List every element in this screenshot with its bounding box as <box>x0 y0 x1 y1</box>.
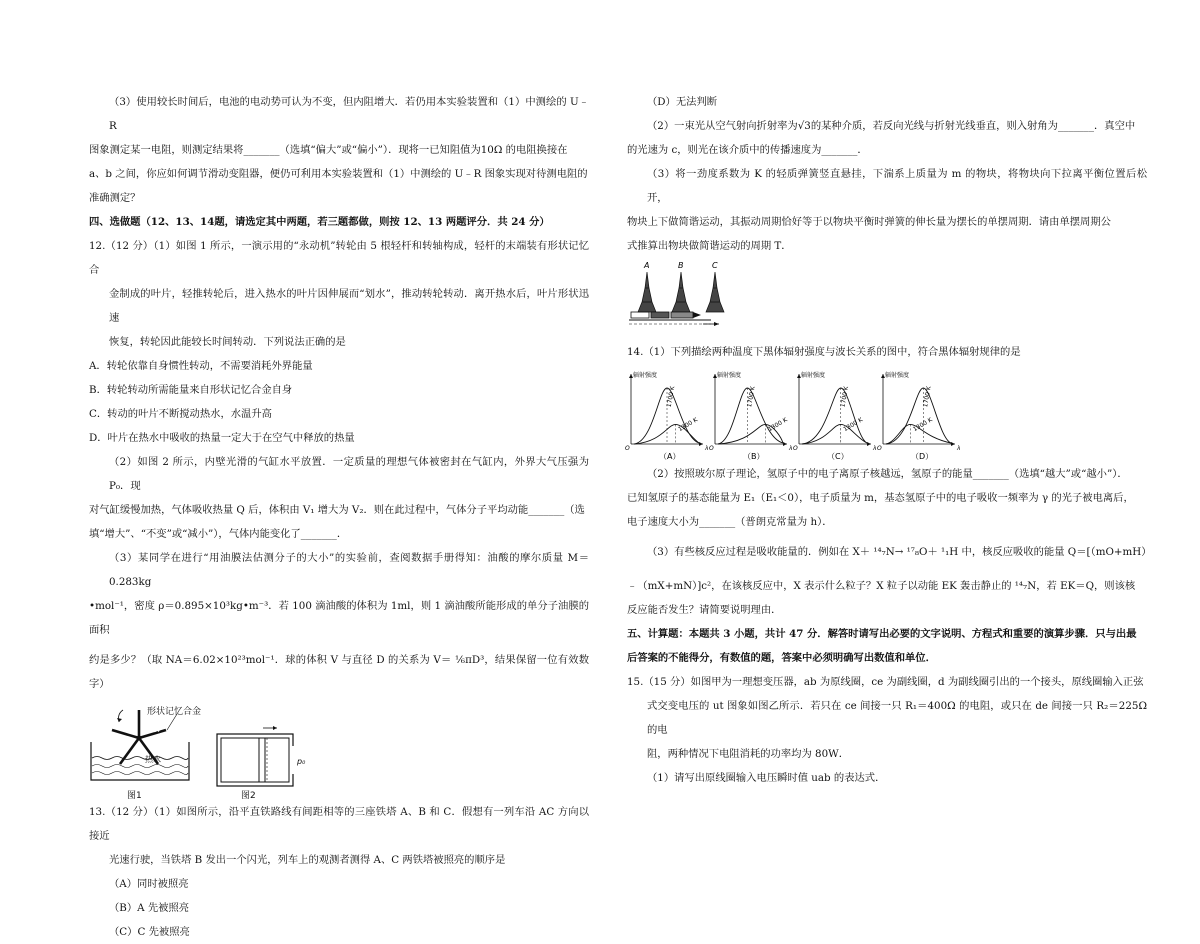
bb-origin: O <box>877 445 882 452</box>
q15-line1: 15.（15 分）如图甲为一理想变压器，ab 为原线圈，ce 为副线圈，d 为副线圈引出的一个接头，原线圈输入正弦 <box>627 676 1144 688</box>
bb-option-label: （C） <box>827 452 849 461</box>
bb-y-label: 辐射强度 <box>717 372 742 379</box>
fig1-alloy-label: 形状记忆合金 <box>147 707 202 717</box>
q13-2-line1: （2）一束光从空气射向折射率为√3的某种介质，若反向光线与折射光线垂直，则入射角为_______．真空中 <box>647 120 1136 132</box>
bb-x-arrow <box>951 442 955 446</box>
q14-3-line1: （3）有些核反应过程是吸收能量的．例如在 X＋ ¹⁴₇N→ ¹⁷₈O＋ ¹₁H 中，核反应吸收的能量 Q＝[（mO+mH） <box>647 546 1152 558</box>
section4-heading: 四、选做题（12、13、14题，请选定其中两题，若三题都做，则按 12、13 两题评分．共 24 分） <box>89 216 550 228</box>
blackbody-figures <box>627 364 1147 462</box>
q12-option-a: A．转轮依靠自身惯性转动，不需要消耗外界能量 <box>89 360 313 372</box>
bb-label-hot: 1700 K <box>839 385 851 408</box>
q13-2-line2: 的光速为 c，则光在该介质中的传播速度为_______． <box>627 144 868 156</box>
fig2-p0-label: p₀ <box>297 757 306 766</box>
q11-3-line2: 图象测定某一电阻，则测定结果将_______（选填“偏大”或“偏小”）．现将一已知阻值为10Ω 的电阻换接在 <box>89 144 568 156</box>
q11-3-line4: 准确测定？ <box>89 192 141 204</box>
right-column <box>625 90 1152 790</box>
q12-figure-svg <box>89 700 329 804</box>
tower-c <box>706 272 724 312</box>
tower-b <box>672 272 690 312</box>
bb-y-label: 辐射强度 <box>633 372 658 379</box>
q12-line1: 12.（12 分）（1）如图 1 所示，一演示用的“永动机”转轮由 5 根轻杆和转轴构成，轻杆的末端装有形状记忆合 <box>89 240 589 276</box>
q14-2-line2: 已知氢原子的基态能量为 E₁（E₁＜0），电子质量为 m，基态氢原子中的电子吸收一频率为 γ 的光子被电离后， <box>627 492 1134 504</box>
bb-curve-cold <box>802 424 867 444</box>
q12-2-line1: （2）如图 2 所示，内壁光滑的气缸水平放置．一定质量的理想气体被密封在气缸内，外界大气压强为 P₀．现 <box>109 456 589 492</box>
q12-figures <box>89 696 589 800</box>
fig1-wheel-tank <box>91 705 201 801</box>
q13-3-line3: 式推算出物块做简谐运动的周期 T． <box>627 240 792 252</box>
bb-curve-hot <box>634 388 699 444</box>
q12-3-line2: •mol⁻¹，密度 ρ＝0.895×10³kg•m⁻³．若 100 滴油酸的体积为 1ml，则 1 滴油酸所能形成的单分子油膜的面积 <box>89 600 589 636</box>
bb-y-label: 辐射强度 <box>801 372 826 379</box>
q11-3-line3: a、b 之间，你应如何调节滑动变阻器，便仍可利用本实验装置和（1）中测绘的 U﹣R 图象实现对待测电阻的 <box>89 168 588 180</box>
bb-label-hot: 1700 K <box>922 385 933 408</box>
bb-option-label: （D） <box>911 452 934 461</box>
q13-line1: 13.（12 分）（1）如图所示，沿平直铁路线有间距相等的三座铁塔 A、B 和 C．假想有一列车沿 AC 方向以接近 <box>89 806 589 842</box>
q12-option-d: D．叶片在热水中吸收的热量一定大于在空气中释放的热量 <box>89 432 355 444</box>
bb-label-hot: 1700 K <box>665 385 677 408</box>
q13-option-b: （B）A 先被照亮 <box>109 902 190 914</box>
q15-1-line: （1）请写出原线圈输入电压瞬时值 uab 的表达式． <box>647 772 886 784</box>
q13-option-c: （C）C 先被照亮 <box>109 926 190 938</box>
section5-line1: 五、计算题：本题共 3 小题，共计 47 分．解答时请写出必要的文字说明、方程式和重要的演算步骤．只与出最 <box>627 628 1137 640</box>
q13-3-line1: （3）将一劲度系数为 K 的轻质弹簧竖直悬挂，下湍系上质量为 m 的物块，将物块向下拉离平衡位置后松开， <box>647 168 1147 204</box>
bb-curve-hot <box>886 388 951 444</box>
tower-label-c: C <box>712 261 718 270</box>
fig1-caption: 图1 <box>127 791 142 801</box>
bb-label-cold: 1300 K <box>911 416 934 434</box>
bb-lambda: λ <box>789 445 793 452</box>
section5-line2: 后答案的不能得分，有数值的题，答案中必须明确写出数值和单位． <box>627 652 936 664</box>
bb-label-cold: 1300 K <box>842 416 865 434</box>
fig2-caption: 图2 <box>241 791 256 801</box>
q15-line2: 式交变电压的 ut 图象如图乙所示．若只在 ce 间接一只 R₁＝400Ω 的电阻，或只在 de 间接一只 R₂＝225Ω 的电 <box>647 700 1147 736</box>
fig2-cylinder <box>217 726 306 801</box>
tower-figure <box>627 258 1147 338</box>
tower-label-b: B <box>678 261 684 270</box>
q13-option-a: （A）同时被照亮 <box>109 878 189 890</box>
q12-2-line3: 填“增大”、“不变”或“减小”），气体内能变化了_______． <box>89 528 348 540</box>
q13-3-line2: 物块上下做简谐运动，其振动周期恰好等于以物块平衡时弹簧的伸长量为摆长的单摆周期．请由单摆周期公 <box>627 216 1111 228</box>
blackbody-figures-svg <box>623 366 983 464</box>
tower-figure-svg <box>627 258 827 338</box>
q12-3-line1: （3）某同学在进行“用油膜法估测分子的大小”的实验前，查阅数据手册得知：油酸的摩尔质量 M＝0.283kg <box>109 552 589 588</box>
bb-y-label: 辐射强度 <box>885 372 910 379</box>
bb-lambda: λ <box>873 445 877 452</box>
tower-a <box>638 272 656 312</box>
q12-option-c: C．转动的叶片不断搅动热水，水温升高 <box>89 408 272 420</box>
q15-line3: 阻，两种情况下电阻消耗的功率均为 80W． <box>647 748 850 760</box>
towers-group <box>638 261 724 312</box>
q11-3-line1: （3）使用较长时间后，电池的电动势可认为不变，但内阻增大．若仍用本实验装置和（1）中测绘的 U﹣R <box>109 96 589 132</box>
bb-label-hot: 1700 K <box>746 385 757 408</box>
q14-1-line: 14.（1）下列描绘两种温度下黑体辐射强度与波长关系的图中，符合黑体辐射规律的是 <box>627 346 1021 358</box>
fig1-water-label: 热水 <box>145 755 161 764</box>
q12-option-b: B．转轮转动所需能量来自形状记忆合金自身 <box>89 384 293 396</box>
bb-x-arrow <box>867 442 871 446</box>
q14-3-line3: 反应能否发生？请简要说明理由． <box>627 604 782 616</box>
q14-2-line3: 电子速度大小为_______（普朗克常量为 h）． <box>627 516 833 528</box>
q14-2-line1: （2）按照玻尔原子理论，氢原子中的电子离原子核越远，氢原子的能量_______（选填“越大”或“越小”）． <box>647 468 1128 480</box>
bb-lambda: λ <box>705 445 709 452</box>
bb-origin: O <box>793 445 798 452</box>
q12-line2: 金制成的叶片，轻推转轮后，进入热水的叶片因伸展而“划水”，推动转轮转动．离开热水后，叶片形状迅速 <box>109 288 589 324</box>
bb-option-label: （B） <box>743 452 765 461</box>
left-column <box>89 90 589 944</box>
q12-2-line2: 对气缸缓慢加热，气体吸收热量 Q 后，体积由 V₁ 增大为 V₂．则在此过程中，气体分子平均动能_______（选 <box>89 504 585 516</box>
q12-3-line3: 约是多少？（取 NA＝6.02×10²³mol⁻¹．球的体积 V 与直径 D 的关系为 V＝ ⅙πD³，结果保留一位有效数字） <box>89 654 589 690</box>
bb-label-cold: 1300 K <box>766 416 789 434</box>
bb-origin: O <box>709 445 714 452</box>
q13-line2: 光速行驶，当铁塔 B 发出一个闪光，列车上的观测者测得 A、C 两铁塔被照亮的顺序是 <box>109 854 506 866</box>
fig1-water-label-bg: 热水 <box>145 724 159 732</box>
bb-origin: O <box>625 445 630 452</box>
q14-3-line2: ﹣（mX+mN）]c²，在该核反应中，X 表示什么粒子？X 粒子以动能 EK 轰击静止的 ¹⁴₇N，若 EK＝Q，则该核 <box>627 580 1136 592</box>
bb-option-label: （A） <box>659 452 681 461</box>
bb-label-cold: 1300 K <box>677 416 699 434</box>
bb-x-arrow <box>699 442 703 446</box>
bb-lambda: λ <box>957 445 961 452</box>
bb-x-arrow <box>783 442 787 446</box>
tower-label-a: A <box>644 261 650 270</box>
q13-option-d: （D）无法判断 <box>647 96 718 108</box>
q12-line3: 恢复，转轮因此能较长时间转动．下列说法正确的是 <box>109 336 346 348</box>
